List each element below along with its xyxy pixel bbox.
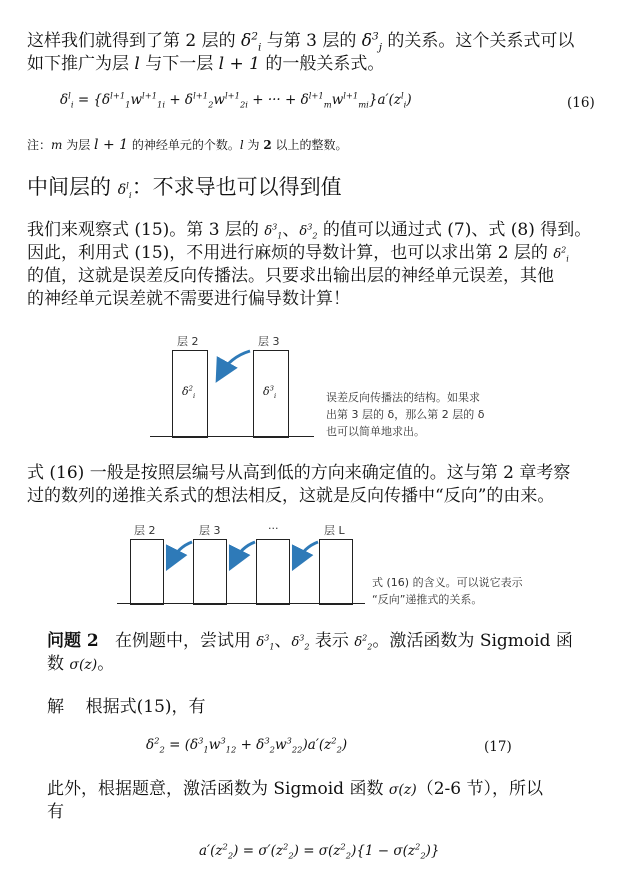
sigma-z-symbol: σ(z) [388,782,417,798]
fig1-layer-2-label: 层 2 [177,335,199,348]
para4-line-2: 有 [47,802,64,822]
note-text: 以上的整数。 [271,138,348,152]
para-text: 、 [282,220,300,240]
caption-line: 出第 3 层的 δ，那么第 2 层的 δ [326,408,485,421]
para2-line-2 [27,242,617,266]
solution-text: 根据式(15)，有 [85,697,206,717]
fig1-delta-3-symbol: $\delta^3_i$ [263,384,277,401]
intro-text: 这样我们就得到了第 2 层的 [27,31,236,51]
fig2-arrow-3-icon [288,537,322,571]
intro-line-2 [27,53,617,76]
delta-3-1-symbol: $\delta^3_1$ [256,633,275,652]
l-symbol: l [239,138,244,152]
fig2-arrow-2-icon [225,537,259,571]
problem-text: 、 [274,631,292,651]
fig2-baseline [117,603,365,604]
para2-line-4: 的神经单元误差就不需要进行偏导数计算！ [27,289,350,309]
intro-line-1 [27,30,617,53]
para-text: （2-6 节），所以 [416,779,543,799]
equation-17-number: (17) [484,739,512,755]
delta-l-i-symbol: $\delta^l_i$ [117,181,132,201]
fig2-layer-2-label: 层 2 [134,524,156,537]
m-symbol: m [51,138,63,152]
fig1-baseline [150,436,314,437]
intro-text: 与第 3 层的 [266,31,357,51]
note-text: 为 [243,138,264,152]
note-text: 为层 [62,138,95,152]
para2-line-1 [27,219,617,243]
para3-line-1: 式 (16) 一般是按照层编号从高到低的方向来确定值的。这与第 2 章考察 [27,463,571,483]
fig2-box-4 [319,539,353,605]
fig1-layer-2-box [172,350,208,438]
layer-l-symbol: l [134,54,140,74]
fig1-delta-2-symbol: $\delta^2_i$ [182,384,196,401]
layer-l-plus-1-symbol: l + 1 [218,54,260,74]
problem-line-2 [47,653,607,677]
problem-line-1 [47,630,607,654]
para-text: 此外，根据题意，激活函数为 Sigmoid 函数 [47,779,389,799]
caption-line: 式 (16) 的含义。可以说它表示 [372,576,523,589]
caption-line: “反向”递推式的关系。 [372,593,483,606]
section-heading [27,171,342,201]
fig2-ellipsis-label: ··· [268,522,279,535]
delta-3-1-symbol: $\delta^3_1$ [264,222,283,241]
delta-3-2-symbol: $\delta^3_2$ [291,633,310,652]
equation-16-number: (16) [567,95,595,111]
para-text: 的值可以通过式 (7)、式 (8) 得到。 [317,220,592,240]
fig1-layer-3-label: 层 3 [258,335,280,348]
problem-text: 表示 [309,631,355,651]
intro-text: 与下一层 [145,54,214,74]
problem-text: 。 [97,654,115,674]
fig2-layer-l-label: 层 L [324,524,345,537]
para-text: 因此，利用式 (15)，不用进行麻烦的导数计算，也可以求出第 2 层的 [27,243,554,263]
equation-17: $\delta^2_2 = (\delta^3_1w^3_{12} + \delta^3_2w^3_{22})a'(z^2_2)$ [146,735,348,755]
problem-text: 。激活函数为 Sigmoid 函 [372,631,573,651]
fig1-layer-3-box [253,350,289,438]
solution-tag: 解 [47,697,64,717]
problem-text: 在例题中，尝试用 [114,631,257,651]
heading-text: 中间层的 [27,175,118,199]
delta-3-2-symbol: $\delta^3_2$ [299,222,318,241]
fig2-layer-3-label: 层 3 [199,524,221,537]
delta-2-2-symbol: $\delta^2_2$ [354,633,373,652]
para4-line-1 [47,778,607,802]
intro-text: 的关系。这个关系式可以 [387,31,575,51]
fig2-box-2 [193,539,227,605]
fig2-box-3 [256,539,290,605]
problem-text: 数 [47,654,70,674]
heading-text: ：不求导也可以得到值 [131,175,342,199]
note-prefix: 注： [27,138,52,152]
fig1-caption [326,389,484,440]
note-two: 2 [263,138,272,152]
para2-line-3: 的值，这就是误差反向传播法。只要求出输出层的神经单元误差，其他 [27,266,554,286]
note-line [27,136,348,153]
fig2-box-1 [130,539,164,605]
note-text: 的神经单元的个数。 [128,138,240,152]
fig2-caption [372,574,523,608]
delta-2-i-symbol: $\delta^2_i$ [241,30,262,54]
sigmoid-derivative-equation: $a'(z^2_2) = \sigma'(z^2_2) = \sigma(z^2_2)\{1 - \sigma(z^2_2)\}$ [199,841,440,861]
sigma-z-symbol: σ(z) [69,657,98,673]
fig2-arrow-1-icon [162,537,196,571]
para-text: 我们来观察式 (15)。第 3 层的 [27,220,265,240]
para3-line-2: 过的数列的递推关系式的想法相反，这就是反向传播中“反向”的由来。 [27,486,555,506]
fig1-backward-arrow-icon [210,345,255,385]
delta-2-i-symbol: $\delta^2_i$ [553,245,569,264]
caption-line: 也可以简单地求出。 [326,425,425,438]
intro-text: 如下推广为层 [27,54,129,74]
caption-line: 误差反向传播法的结构。如果求 [326,391,480,404]
equation-16: $\delta^l_i = \{\delta^{l+1}_1w^{l+1}_{1i} + \delta^{l+1}_2w^{l+1}_{2i}$ + ··· + $\delta^{l+1}_mw^{l+1}_{mi}\}a'(z^l_i)$ [60,90,412,110]
solution-line [47,696,607,719]
delta-3-j-symbol: $\delta^3_j$ [361,30,383,54]
l-plus-1-symbol: l + 1 [94,137,129,153]
intro-text: 的一般关系式。 [265,54,385,74]
problem-tag: 问题 2 [47,631,99,651]
